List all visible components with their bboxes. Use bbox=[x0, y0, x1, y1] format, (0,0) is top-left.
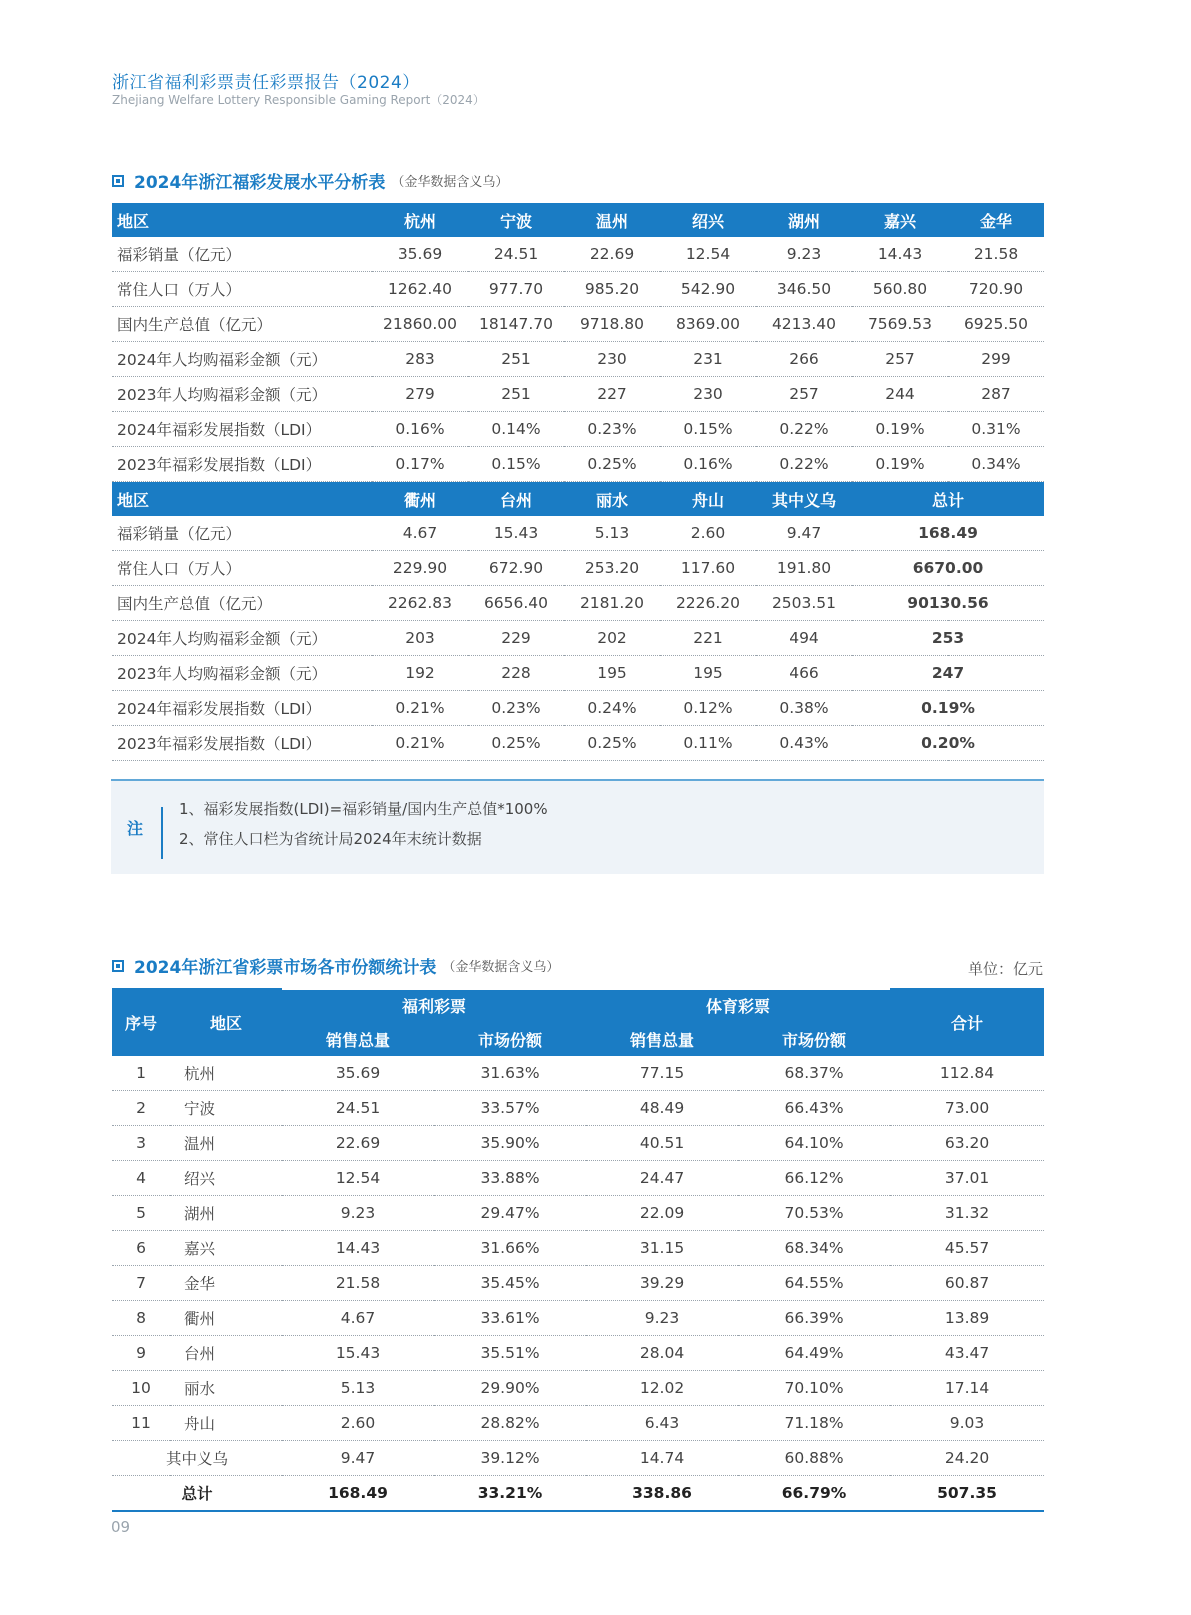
header-welfare-share: 市场份额 bbox=[434, 1022, 586, 1056]
header-region: 地区 bbox=[170, 988, 282, 1056]
cell-value: 221 bbox=[660, 621, 756, 656]
cell-value: 8369.00 bbox=[660, 307, 756, 342]
cell-value: 2226.20 bbox=[660, 586, 756, 621]
cell-value: 0.34% bbox=[948, 447, 1044, 482]
cell-value: 37.01 bbox=[890, 1161, 1044, 1196]
cell-value: 0.15% bbox=[468, 447, 564, 482]
cell-value: 0.16% bbox=[372, 412, 468, 447]
cell-value: 9718.80 bbox=[564, 307, 660, 342]
cell-value: 17.14 bbox=[890, 1371, 1044, 1406]
cell-value: 0.31% bbox=[948, 412, 1044, 447]
cell-value: 112.84 bbox=[890, 1056, 1044, 1091]
cell-total: 0.20% bbox=[852, 726, 1044, 761]
table2-title-note: （金华数据含义乌） bbox=[442, 960, 560, 975]
cell-value: 195 bbox=[660, 656, 756, 691]
table1-title-text: 2024年浙江福彩发展水平分析表 bbox=[134, 173, 386, 193]
cell-value: 346.50 bbox=[756, 272, 852, 307]
row-label: 福彩销量（亿元） bbox=[112, 516, 372, 551]
cell-value: 22.69 bbox=[564, 237, 660, 272]
header-sum: 合计 bbox=[890, 988, 1044, 1056]
cell-total: 247 bbox=[852, 656, 1044, 691]
header-city: 绍兴 bbox=[660, 203, 756, 237]
cell-value: 28.82% bbox=[434, 1406, 586, 1441]
cell-index: 1 bbox=[112, 1056, 170, 1091]
cell-value: 70.53% bbox=[738, 1196, 890, 1231]
cell-value: 12.02 bbox=[586, 1371, 738, 1406]
cell-region: 舟山 bbox=[170, 1406, 282, 1441]
cell-value: 192 bbox=[372, 656, 468, 691]
header-index: 序号 bbox=[112, 988, 170, 1056]
cell-value: 0.12% bbox=[660, 691, 756, 726]
table1-header-row-2 bbox=[112, 482, 1044, 517]
cell-region: 绍兴 bbox=[170, 1161, 282, 1196]
cell-value: 257 bbox=[756, 377, 852, 412]
cell-value: 0.25% bbox=[564, 726, 660, 761]
cell-value: 6.43 bbox=[586, 1406, 738, 1441]
cell-value: 9.47 bbox=[282, 1441, 434, 1476]
header-region: 地区 bbox=[112, 203, 372, 237]
header-sports-sales: 销售总量 bbox=[586, 1022, 738, 1056]
cell-value: 494 bbox=[756, 621, 852, 656]
table-row bbox=[112, 1161, 1044, 1196]
cell-value: 507.35 bbox=[890, 1476, 1044, 1512]
table-row bbox=[112, 1301, 1044, 1336]
table-row bbox=[112, 621, 1044, 656]
header-city: 温州 bbox=[564, 203, 660, 237]
cell-index: 6 bbox=[112, 1231, 170, 1266]
cell-region: 金华 bbox=[170, 1266, 282, 1301]
header-city: 舟山 bbox=[660, 482, 756, 517]
cell-value: 229.90 bbox=[372, 551, 468, 586]
cell-total: 90130.56 bbox=[852, 586, 1044, 621]
cell-value: 0.19% bbox=[852, 447, 948, 482]
table1-title-note: （金华数据含义乌） bbox=[391, 175, 509, 190]
cell-value: 0.11% bbox=[660, 726, 756, 761]
header-city: 丽水 bbox=[564, 482, 660, 517]
market-share-table bbox=[112, 988, 1044, 1512]
cell-value: 12.54 bbox=[282, 1161, 434, 1196]
row-label: 2024年福彩发展指数（LDI） bbox=[112, 412, 372, 447]
table-row bbox=[112, 1266, 1044, 1301]
cell-value: 35.69 bbox=[282, 1056, 434, 1091]
cell-value: 466 bbox=[756, 656, 852, 691]
cell-value: 985.20 bbox=[564, 272, 660, 307]
cell-value: 68.37% bbox=[738, 1056, 890, 1091]
cell-value: 40.51 bbox=[586, 1126, 738, 1161]
row-label: 2024年人均购福彩金额（元） bbox=[112, 621, 372, 656]
cell-value: 21860.00 bbox=[372, 307, 468, 342]
notes-box bbox=[111, 779, 1044, 874]
cell-value: 0.23% bbox=[564, 412, 660, 447]
cell-value: 29.90% bbox=[434, 1371, 586, 1406]
row-label: 2024年福彩发展指数（LDI） bbox=[112, 691, 372, 726]
cell-value: 35.51% bbox=[434, 1336, 586, 1371]
cell-index: 2 bbox=[112, 1091, 170, 1126]
cell-value: 0.21% bbox=[372, 726, 468, 761]
table-row bbox=[112, 1091, 1044, 1126]
table1-header-row-1 bbox=[112, 203, 1044, 237]
cell-value: 9.23 bbox=[586, 1301, 738, 1336]
ldi-analysis-table bbox=[112, 203, 1044, 761]
cell-value: 283 bbox=[372, 342, 468, 377]
table-row bbox=[112, 447, 1044, 482]
cell-value: 31.32 bbox=[890, 1196, 1044, 1231]
cell-value: 251 bbox=[468, 342, 564, 377]
row-label: 国内生产总值（亿元） bbox=[112, 586, 372, 621]
notes-label: 注 bbox=[127, 819, 144, 838]
cell-value: 22.09 bbox=[586, 1196, 738, 1231]
cell-value: 33.88% bbox=[434, 1161, 586, 1196]
cell-total: 0.19% bbox=[852, 691, 1044, 726]
table-row bbox=[112, 1196, 1044, 1231]
cell-value: 4213.40 bbox=[756, 307, 852, 342]
cell-value: 0.23% bbox=[468, 691, 564, 726]
cell-value: 73.00 bbox=[890, 1091, 1044, 1126]
cell-value: 14.43 bbox=[282, 1231, 434, 1266]
row-label: 2023年福彩发展指数（LDI） bbox=[112, 726, 372, 761]
table-row bbox=[112, 237, 1044, 272]
cell-value: 21.58 bbox=[948, 237, 1044, 272]
cell-value: 299 bbox=[948, 342, 1044, 377]
header-city: 台州 bbox=[468, 482, 564, 517]
cell-value: 227 bbox=[564, 377, 660, 412]
cell-total: 168.49 bbox=[852, 516, 1044, 551]
cell-value: 14.43 bbox=[852, 237, 948, 272]
cell-value: 6656.40 bbox=[468, 586, 564, 621]
cell-value: 9.23 bbox=[756, 237, 852, 272]
cell-value: 257 bbox=[852, 342, 948, 377]
row-label: 福彩销量（亿元） bbox=[112, 237, 372, 272]
cell-value: 77.15 bbox=[586, 1056, 738, 1091]
cell-value: 68.34% bbox=[738, 1231, 890, 1266]
row-label: 2023年人均购福彩金额（元） bbox=[112, 656, 372, 691]
cell-value: 39.12% bbox=[434, 1441, 586, 1476]
row-label: 常住人口（万人） bbox=[112, 551, 372, 586]
cell-value: 266 bbox=[756, 342, 852, 377]
cell-value: 203 bbox=[372, 621, 468, 656]
cell-value: 230 bbox=[564, 342, 660, 377]
cell-index: 10 bbox=[112, 1371, 170, 1406]
cell-value: 24.20 bbox=[890, 1441, 1044, 1476]
cell-value: 66.12% bbox=[738, 1161, 890, 1196]
cell-value: 0.25% bbox=[468, 726, 564, 761]
table2-header-row-1 bbox=[112, 988, 1044, 1022]
cell-index: 4 bbox=[112, 1161, 170, 1196]
cell-value: 63.20 bbox=[890, 1126, 1044, 1161]
cell-region: 宁波 bbox=[170, 1091, 282, 1126]
cell-region: 嘉兴 bbox=[170, 1231, 282, 1266]
cell-value: 287 bbox=[948, 377, 1044, 412]
note-line-1: 1、福彩发展指数(LDI)=福彩销量/国内生产总值*100% bbox=[179, 800, 548, 818]
cell-value: 0.14% bbox=[468, 412, 564, 447]
cell-value: 4.67 bbox=[282, 1301, 434, 1336]
row-label: 国内生产总值（亿元） bbox=[112, 307, 372, 342]
cell-value: 29.47% bbox=[434, 1196, 586, 1231]
cell-value: 35.45% bbox=[434, 1266, 586, 1301]
table-row bbox=[112, 1231, 1044, 1266]
cell-value: 228 bbox=[468, 656, 564, 691]
table-row bbox=[112, 1406, 1044, 1441]
cell-region: 衢州 bbox=[170, 1301, 282, 1336]
cell-value: 0.38% bbox=[756, 691, 852, 726]
cell-value: 231 bbox=[660, 342, 756, 377]
header-region: 地区 bbox=[112, 482, 372, 517]
cell-value: 21.58 bbox=[282, 1266, 434, 1301]
cell-value: 4.67 bbox=[372, 516, 468, 551]
cell-value: 9.03 bbox=[890, 1406, 1044, 1441]
cell-value: 0.22% bbox=[756, 447, 852, 482]
cell-value: 66.43% bbox=[738, 1091, 890, 1126]
cell-value: 64.10% bbox=[738, 1126, 890, 1161]
cell-index: 9 bbox=[112, 1336, 170, 1371]
cell-value: 229 bbox=[468, 621, 564, 656]
header-total: 总计 bbox=[852, 482, 1044, 517]
cell-value: 66.79% bbox=[738, 1476, 890, 1512]
table-row bbox=[112, 307, 1044, 342]
cell-value: 2503.51 bbox=[756, 586, 852, 621]
cell-index: 7 bbox=[112, 1266, 170, 1301]
cell-total: 6670.00 bbox=[852, 551, 1044, 586]
cell-value: 251 bbox=[468, 377, 564, 412]
cell-value: 191.80 bbox=[756, 551, 852, 586]
cell-value: 0.24% bbox=[564, 691, 660, 726]
cell-value: 9.23 bbox=[282, 1196, 434, 1231]
cell-value: 1262.40 bbox=[372, 272, 468, 307]
row-label: 2023年福彩发展指数（LDI） bbox=[112, 447, 372, 482]
table-row bbox=[112, 342, 1044, 377]
cell-value: 0.17% bbox=[372, 447, 468, 482]
cell-value: 0.25% bbox=[564, 447, 660, 482]
table2-title-text: 2024年浙江省彩票市场各市份额统计表 bbox=[134, 958, 437, 978]
cell-value: 64.55% bbox=[738, 1266, 890, 1301]
cell-value: 28.04 bbox=[586, 1336, 738, 1371]
header-sports-share: 市场份额 bbox=[738, 1022, 890, 1056]
cell-value: 279 bbox=[372, 377, 468, 412]
cell-value: 60.88% bbox=[738, 1441, 890, 1476]
cell-value: 2181.20 bbox=[564, 586, 660, 621]
cell-value: 31.66% bbox=[434, 1231, 586, 1266]
cell-value: 244 bbox=[852, 377, 948, 412]
cell-value: 31.63% bbox=[434, 1056, 586, 1091]
cell-value: 0.43% bbox=[756, 726, 852, 761]
cell-index: 8 bbox=[112, 1301, 170, 1336]
cell-value: 253.20 bbox=[564, 551, 660, 586]
cell-value: 5.13 bbox=[282, 1371, 434, 1406]
cell-value: 15.43 bbox=[468, 516, 564, 551]
cell-value: 0.15% bbox=[660, 412, 756, 447]
square-bullet-icon bbox=[112, 175, 124, 187]
table-row-yiwu bbox=[112, 1441, 1044, 1476]
cell-value: 35.90% bbox=[434, 1126, 586, 1161]
table-row bbox=[112, 656, 1044, 691]
report-title: 浙江省福利彩票责任彩票报告（2024） bbox=[112, 73, 420, 93]
table-row bbox=[112, 586, 1044, 621]
cell-region: 杭州 bbox=[170, 1056, 282, 1091]
table-row bbox=[112, 1126, 1044, 1161]
table-row bbox=[112, 272, 1044, 307]
cell-value: 0.22% bbox=[756, 412, 852, 447]
header-city: 其中义乌 bbox=[756, 482, 852, 517]
cell-value: 2.60 bbox=[282, 1406, 434, 1441]
cell-value: 0.19% bbox=[852, 412, 948, 447]
cell-value: 71.18% bbox=[738, 1406, 890, 1441]
cell-value: 39.29 bbox=[586, 1266, 738, 1301]
cell-value: 33.21% bbox=[434, 1476, 586, 1512]
cell-region: 台州 bbox=[170, 1336, 282, 1371]
note-line-2: 2、常住人口栏为省统计局2024年末统计数据 bbox=[179, 830, 482, 848]
row-label: 2023年人均购福彩金额（元） bbox=[112, 377, 372, 412]
cell-value: 720.90 bbox=[948, 272, 1044, 307]
header-welfare-lottery: 福利彩票 bbox=[282, 988, 586, 1022]
table-row bbox=[112, 1056, 1044, 1091]
table2-unit: 单位：亿元 bbox=[967, 960, 1043, 978]
cell-index: 5 bbox=[112, 1196, 170, 1231]
cell-value: 338.86 bbox=[586, 1476, 738, 1512]
cell-value: 35.69 bbox=[372, 237, 468, 272]
cell-value: 48.49 bbox=[586, 1091, 738, 1126]
header-welfare-sales: 销售总量 bbox=[282, 1022, 434, 1056]
table-row-total bbox=[112, 1476, 1044, 1512]
cell-value: 560.80 bbox=[852, 272, 948, 307]
table-row bbox=[112, 691, 1044, 726]
header-city: 宁波 bbox=[468, 203, 564, 237]
table1-title bbox=[112, 168, 508, 193]
cell-value: 70.10% bbox=[738, 1371, 890, 1406]
header-city: 湖州 bbox=[756, 203, 852, 237]
cell-value: 6925.50 bbox=[948, 307, 1044, 342]
table2-title bbox=[112, 953, 559, 978]
cell-value: 195 bbox=[564, 656, 660, 691]
row-label: 常住人口（万人） bbox=[112, 272, 372, 307]
table-row bbox=[112, 726, 1044, 761]
cell-region: 湖州 bbox=[170, 1196, 282, 1231]
header-city: 金华 bbox=[948, 203, 1044, 237]
cell-value: 2.60 bbox=[660, 516, 756, 551]
cell-value: 542.90 bbox=[660, 272, 756, 307]
cell-value: 24.51 bbox=[282, 1091, 434, 1126]
table-row bbox=[112, 1371, 1044, 1406]
table-row bbox=[112, 1336, 1044, 1371]
header-city: 杭州 bbox=[372, 203, 468, 237]
cell-value: 5.13 bbox=[564, 516, 660, 551]
cell-value: 31.15 bbox=[586, 1231, 738, 1266]
cell-value: 13.89 bbox=[890, 1301, 1044, 1336]
cell-value: 64.49% bbox=[738, 1336, 890, 1371]
header-city: 嘉兴 bbox=[852, 203, 948, 237]
cell-value: 7569.53 bbox=[852, 307, 948, 342]
cell-value: 24.47 bbox=[586, 1161, 738, 1196]
cell-value: 168.49 bbox=[282, 1476, 434, 1512]
cell-region: 温州 bbox=[170, 1126, 282, 1161]
header-city: 衢州 bbox=[372, 482, 468, 517]
cell-value: 43.47 bbox=[890, 1336, 1044, 1371]
cell-value: 45.57 bbox=[890, 1231, 1044, 1266]
header-sports-lottery: 体育彩票 bbox=[586, 988, 890, 1022]
cell-value: 60.87 bbox=[890, 1266, 1044, 1301]
cell-total: 253 bbox=[852, 621, 1044, 656]
cell-value: 672.90 bbox=[468, 551, 564, 586]
cell-value: 12.54 bbox=[660, 237, 756, 272]
report-subtitle: Zhejiang Welfare Lottery Responsible Gaming Report（2024） bbox=[112, 93, 485, 107]
cell-value: 977.70 bbox=[468, 272, 564, 307]
table-row bbox=[112, 516, 1044, 551]
cell-value: 24.51 bbox=[468, 237, 564, 272]
notes-divider bbox=[161, 807, 163, 859]
cell-value: 0.21% bbox=[372, 691, 468, 726]
cell-region: 丽水 bbox=[170, 1371, 282, 1406]
cell-value: 0.16% bbox=[660, 447, 756, 482]
cell-value: 18147.70 bbox=[468, 307, 564, 342]
cell-value: 15.43 bbox=[282, 1336, 434, 1371]
cell-value: 33.57% bbox=[434, 1091, 586, 1126]
table-row bbox=[112, 412, 1044, 447]
cell-value: 2262.83 bbox=[372, 586, 468, 621]
cell-value: 22.69 bbox=[282, 1126, 434, 1161]
square-bullet-icon bbox=[112, 960, 124, 972]
row-label: 2024年人均购福彩金额（元） bbox=[112, 342, 372, 377]
cell-region: 总计 bbox=[112, 1476, 282, 1512]
cell-value: 66.39% bbox=[738, 1301, 890, 1336]
cell-index: 3 bbox=[112, 1126, 170, 1161]
table-row bbox=[112, 377, 1044, 412]
cell-region: 其中义乌 bbox=[112, 1441, 282, 1476]
cell-value: 9.47 bbox=[756, 516, 852, 551]
cell-value: 14.74 bbox=[586, 1441, 738, 1476]
cell-value: 230 bbox=[660, 377, 756, 412]
cell-value: 117.60 bbox=[660, 551, 756, 586]
cell-value: 33.61% bbox=[434, 1301, 586, 1336]
table-row bbox=[112, 551, 1044, 586]
page-number: 09 bbox=[111, 1518, 131, 1536]
cell-index: 11 bbox=[112, 1406, 170, 1441]
cell-value: 202 bbox=[564, 621, 660, 656]
